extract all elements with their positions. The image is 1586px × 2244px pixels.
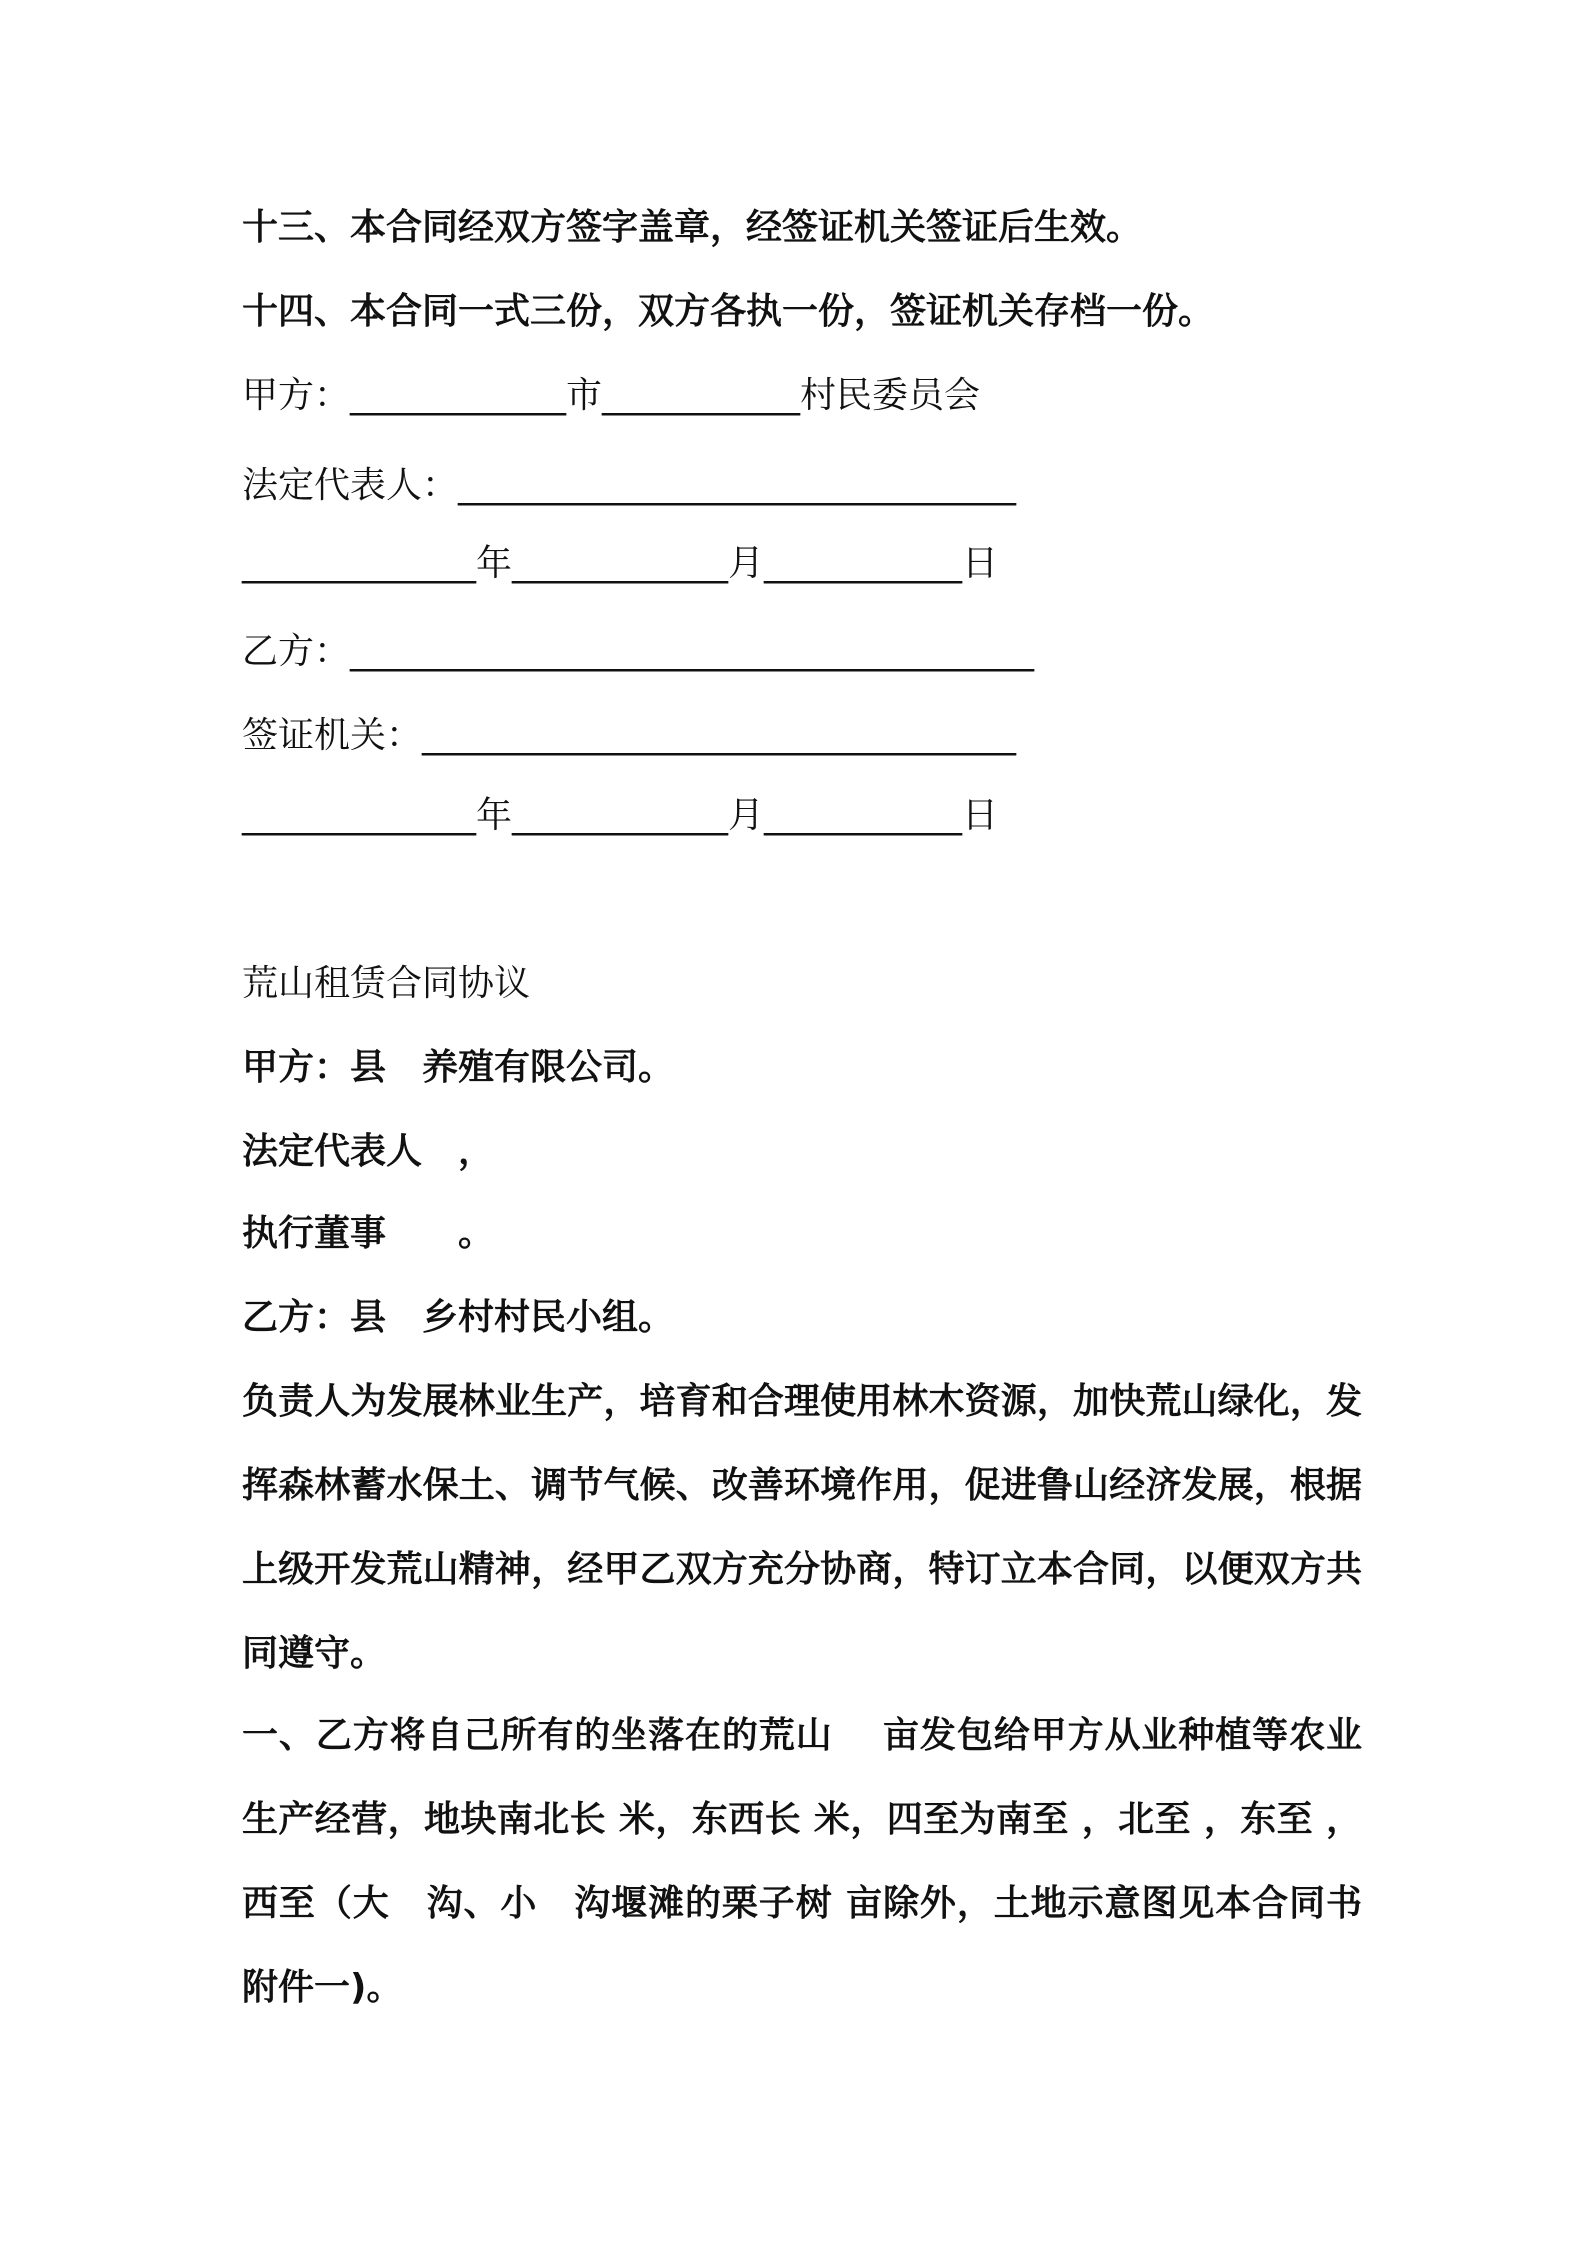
clause-13: 十三、本合同经双方签字盖章，经签证机关签证后生效。	[242, 207, 1143, 248]
signature-date-1: _____________年____________月___________日	[242, 543, 998, 584]
party-b: 乙方：县 乡村村民小组。	[242, 1297, 675, 1338]
legal-representative: 法定代表人 ，	[242, 1131, 495, 1172]
signature-party-b: 乙方：______________________________________	[242, 631, 1035, 672]
article-1-paragraph: 一、乙方将自己所有的坐落在的荒山 亩发包给甲方从业种植等农业生产经营，地块南北长 米，东西长 米，四至为南至 ，北至 ，东至 ，西至（大 沟、小 沟堰滩的栗子树 亩除外，土地示意图见本合同书附件一)。	[242, 1715, 1362, 2008]
signature-date-2: _____________年____________月___________日	[242, 795, 998, 836]
clause-14: 十四、本合同一式三份，双方各执一份，签证机关存档一份。	[242, 291, 1215, 332]
signature-visa-authority: 签证机关：_________________________________	[242, 715, 1017, 756]
party-a: 甲方：县 养殖有限公司。	[242, 1047, 675, 1088]
contract-title: 荒山租赁合同协议	[242, 963, 531, 1004]
signature-party-a: 甲方：____________市___________村民委员会	[242, 375, 981, 416]
preamble-paragraph: 负责人为发展林业生产，培育和合理使用林木资源，加快荒山绿化，发挥森林蓄水保土、调节气候、改善环境作用，促进鲁山经济发展，根据上级开发荒山精神，经甲乙双方充分协商，特订立本合同，以便双方共同遵守。	[242, 1381, 1362, 1674]
signature-legal-representative: 法定代表人：_______________________________	[242, 465, 1017, 506]
executive-director: 执行董事 。	[242, 1213, 495, 1254]
